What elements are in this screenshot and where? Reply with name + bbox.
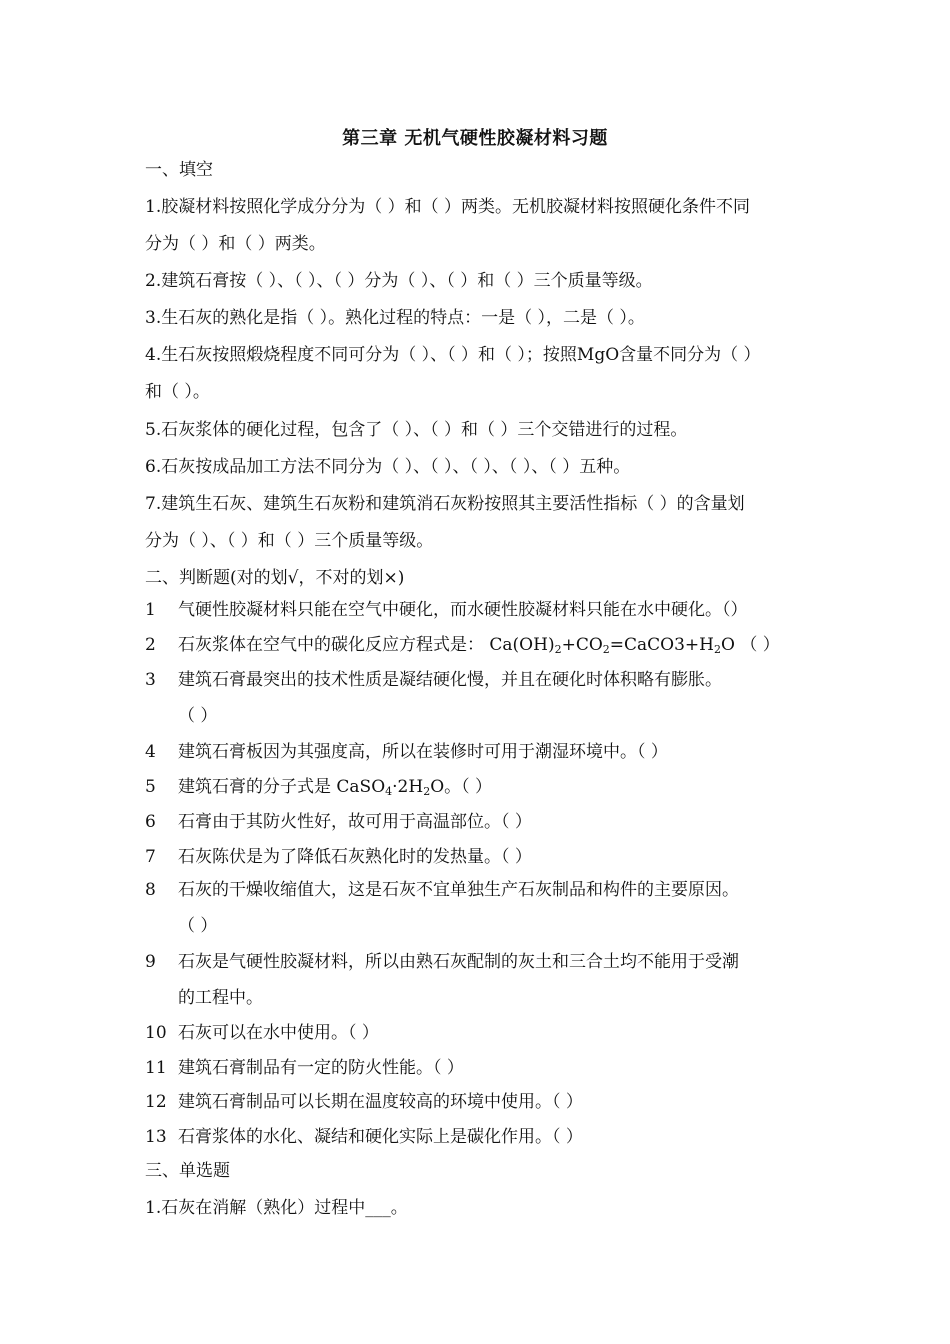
- question-text: 石灰陈伏是为了降低石灰熟化时的发热量。（ ）: [178, 847, 532, 867]
- fill-blank-line: 分为（ ）、（ ）和（ ）三个质量等级。: [145, 531, 434, 551]
- subscript: 2: [554, 643, 562, 656]
- section-heading-true-false: 二、判断题(对的划√，不对的划×): [145, 568, 405, 588]
- question-text: ·2H: [392, 777, 424, 797]
- fill-blank-line: 分为（ ）和（ ）两类。: [145, 234, 326, 254]
- fill-blank-line: 4.生石灰按照煅烧程度不同可分为（ ）、（ ）和（ ）；按照MgO含量不同分为（ ）: [145, 345, 761, 365]
- fill-blank-line: 1.胶凝材料按照化学成分分为（ ）和（ ）两类。无机胶凝材料按照硬化条件不同: [145, 197, 751, 217]
- question-text: 气硬性胶凝材料只能在空气中硬化，而水硬性胶凝材料只能在水中硬化。（）: [178, 600, 748, 620]
- subscript: 4: [385, 785, 393, 798]
- fill-blank-line: 3.生石灰的熟化是指（ ）。熟化过程的特点：一是（ ），二是（ ）。: [145, 308, 645, 328]
- question-item: [145, 775, 492, 804]
- question-text: 建筑石膏制品可以长期在温度较高的环境中使用。（ ）: [178, 1092, 583, 1112]
- subscript: 2: [714, 643, 721, 656]
- fill-blank-line: 和（ ）。: [145, 382, 210, 402]
- question-number: 11: [145, 1058, 167, 1078]
- question-item: [145, 1056, 464, 1080]
- question-text: 建筑石膏最突出的技术性质是凝结硬化慢，并且在硬化时体积略有膨胀。: [178, 670, 722, 690]
- fill-blank-line: 2.建筑石膏按（ ）、（ ）、（ ）分为（ ）、（ ）和（ ）三个质量等级。: [145, 271, 653, 291]
- question-number: 1: [145, 600, 156, 620]
- question-item: [145, 878, 739, 902]
- question-number: 6: [145, 812, 156, 832]
- question-number: 7: [145, 847, 156, 867]
- question-continuation: 的工程中。: [178, 988, 263, 1008]
- section-heading-fill-blank: 一、填空: [145, 160, 213, 180]
- question-text: 石膏浆体的水化、凝结和硬化实际上是碳化作用。（ ）: [178, 1127, 583, 1147]
- question-text: 石灰的干燥收缩值大，这是石灰不宜单独生产石灰制品和构件的主要原因。: [178, 880, 739, 900]
- question-text: 石灰浆体在空气中的碳化反应方程式是： Ca(OH): [178, 635, 555, 655]
- question-item: [145, 633, 780, 662]
- subscript: 2: [423, 785, 431, 798]
- question-item: [145, 810, 532, 834]
- question-text: O （ ）: [721, 635, 780, 655]
- question-text: 建筑石膏制品有一定的防火性能。（ ）: [178, 1058, 464, 1078]
- question-item: [145, 668, 722, 692]
- question-number: 10: [145, 1023, 167, 1043]
- question-number: 5: [145, 777, 156, 797]
- question-item: [145, 845, 532, 869]
- question-number: 9: [145, 952, 156, 972]
- question-item: [145, 1090, 583, 1114]
- fill-blank-line: 7.建筑生石灰、建筑生石灰粉和建筑消石灰粉按照其主要活性指标（ ）的含量划: [145, 494, 745, 514]
- fill-blank-line: 5.石灰浆体的硬化过程，包含了（ ）、（ ）和（ ）三个交错进行的过程。: [145, 420, 688, 440]
- question-text: 石膏由于其防火性好，故可用于高温部位。（ ）: [178, 812, 532, 832]
- question-number: 12: [145, 1092, 167, 1112]
- question-text: +CO: [561, 635, 603, 655]
- question-item: [145, 950, 739, 974]
- question-text: 石灰是气硬性胶凝材料，所以由熟石灰配制的灰土和三合土均不能用于受潮: [178, 952, 739, 972]
- question-number: 2: [145, 635, 156, 655]
- question-text: O。（ ）: [430, 777, 493, 797]
- question-text: =CaCO3+H: [609, 635, 714, 655]
- question-text: 建筑石膏的分子式是 CaSO: [178, 777, 386, 797]
- question-number: 13: [145, 1127, 167, 1147]
- question-number: 8: [145, 880, 156, 900]
- fill-blank-line: 6.石灰按成品加工方法不同分为（ ）、（ ）、（ ）、（ ）、（ ）五种。: [145, 457, 631, 477]
- question-continuation: （ ）: [178, 916, 218, 936]
- single-choice-line: 1.石灰在消解（熟化）过程中___。: [145, 1198, 408, 1218]
- subscript: 2: [602, 643, 610, 656]
- question-number: 3: [145, 670, 156, 690]
- page-title: 第三章 无机气硬性胶凝材料习题: [342, 128, 608, 149]
- question-text: 建筑石膏板因为其强度高，所以在装修时可用于潮湿环境中。（ ）: [178, 742, 668, 762]
- question-item: [145, 598, 748, 622]
- section-heading-single-choice: 三、单选题: [145, 1161, 230, 1181]
- question-item: [145, 1125, 583, 1149]
- question-continuation: （ ）: [178, 706, 218, 726]
- question-text: 石灰可以在水中使用。（ ）: [178, 1023, 379, 1043]
- question-item: [145, 740, 668, 764]
- question-item: [145, 1021, 379, 1045]
- question-number: 4: [145, 742, 156, 762]
